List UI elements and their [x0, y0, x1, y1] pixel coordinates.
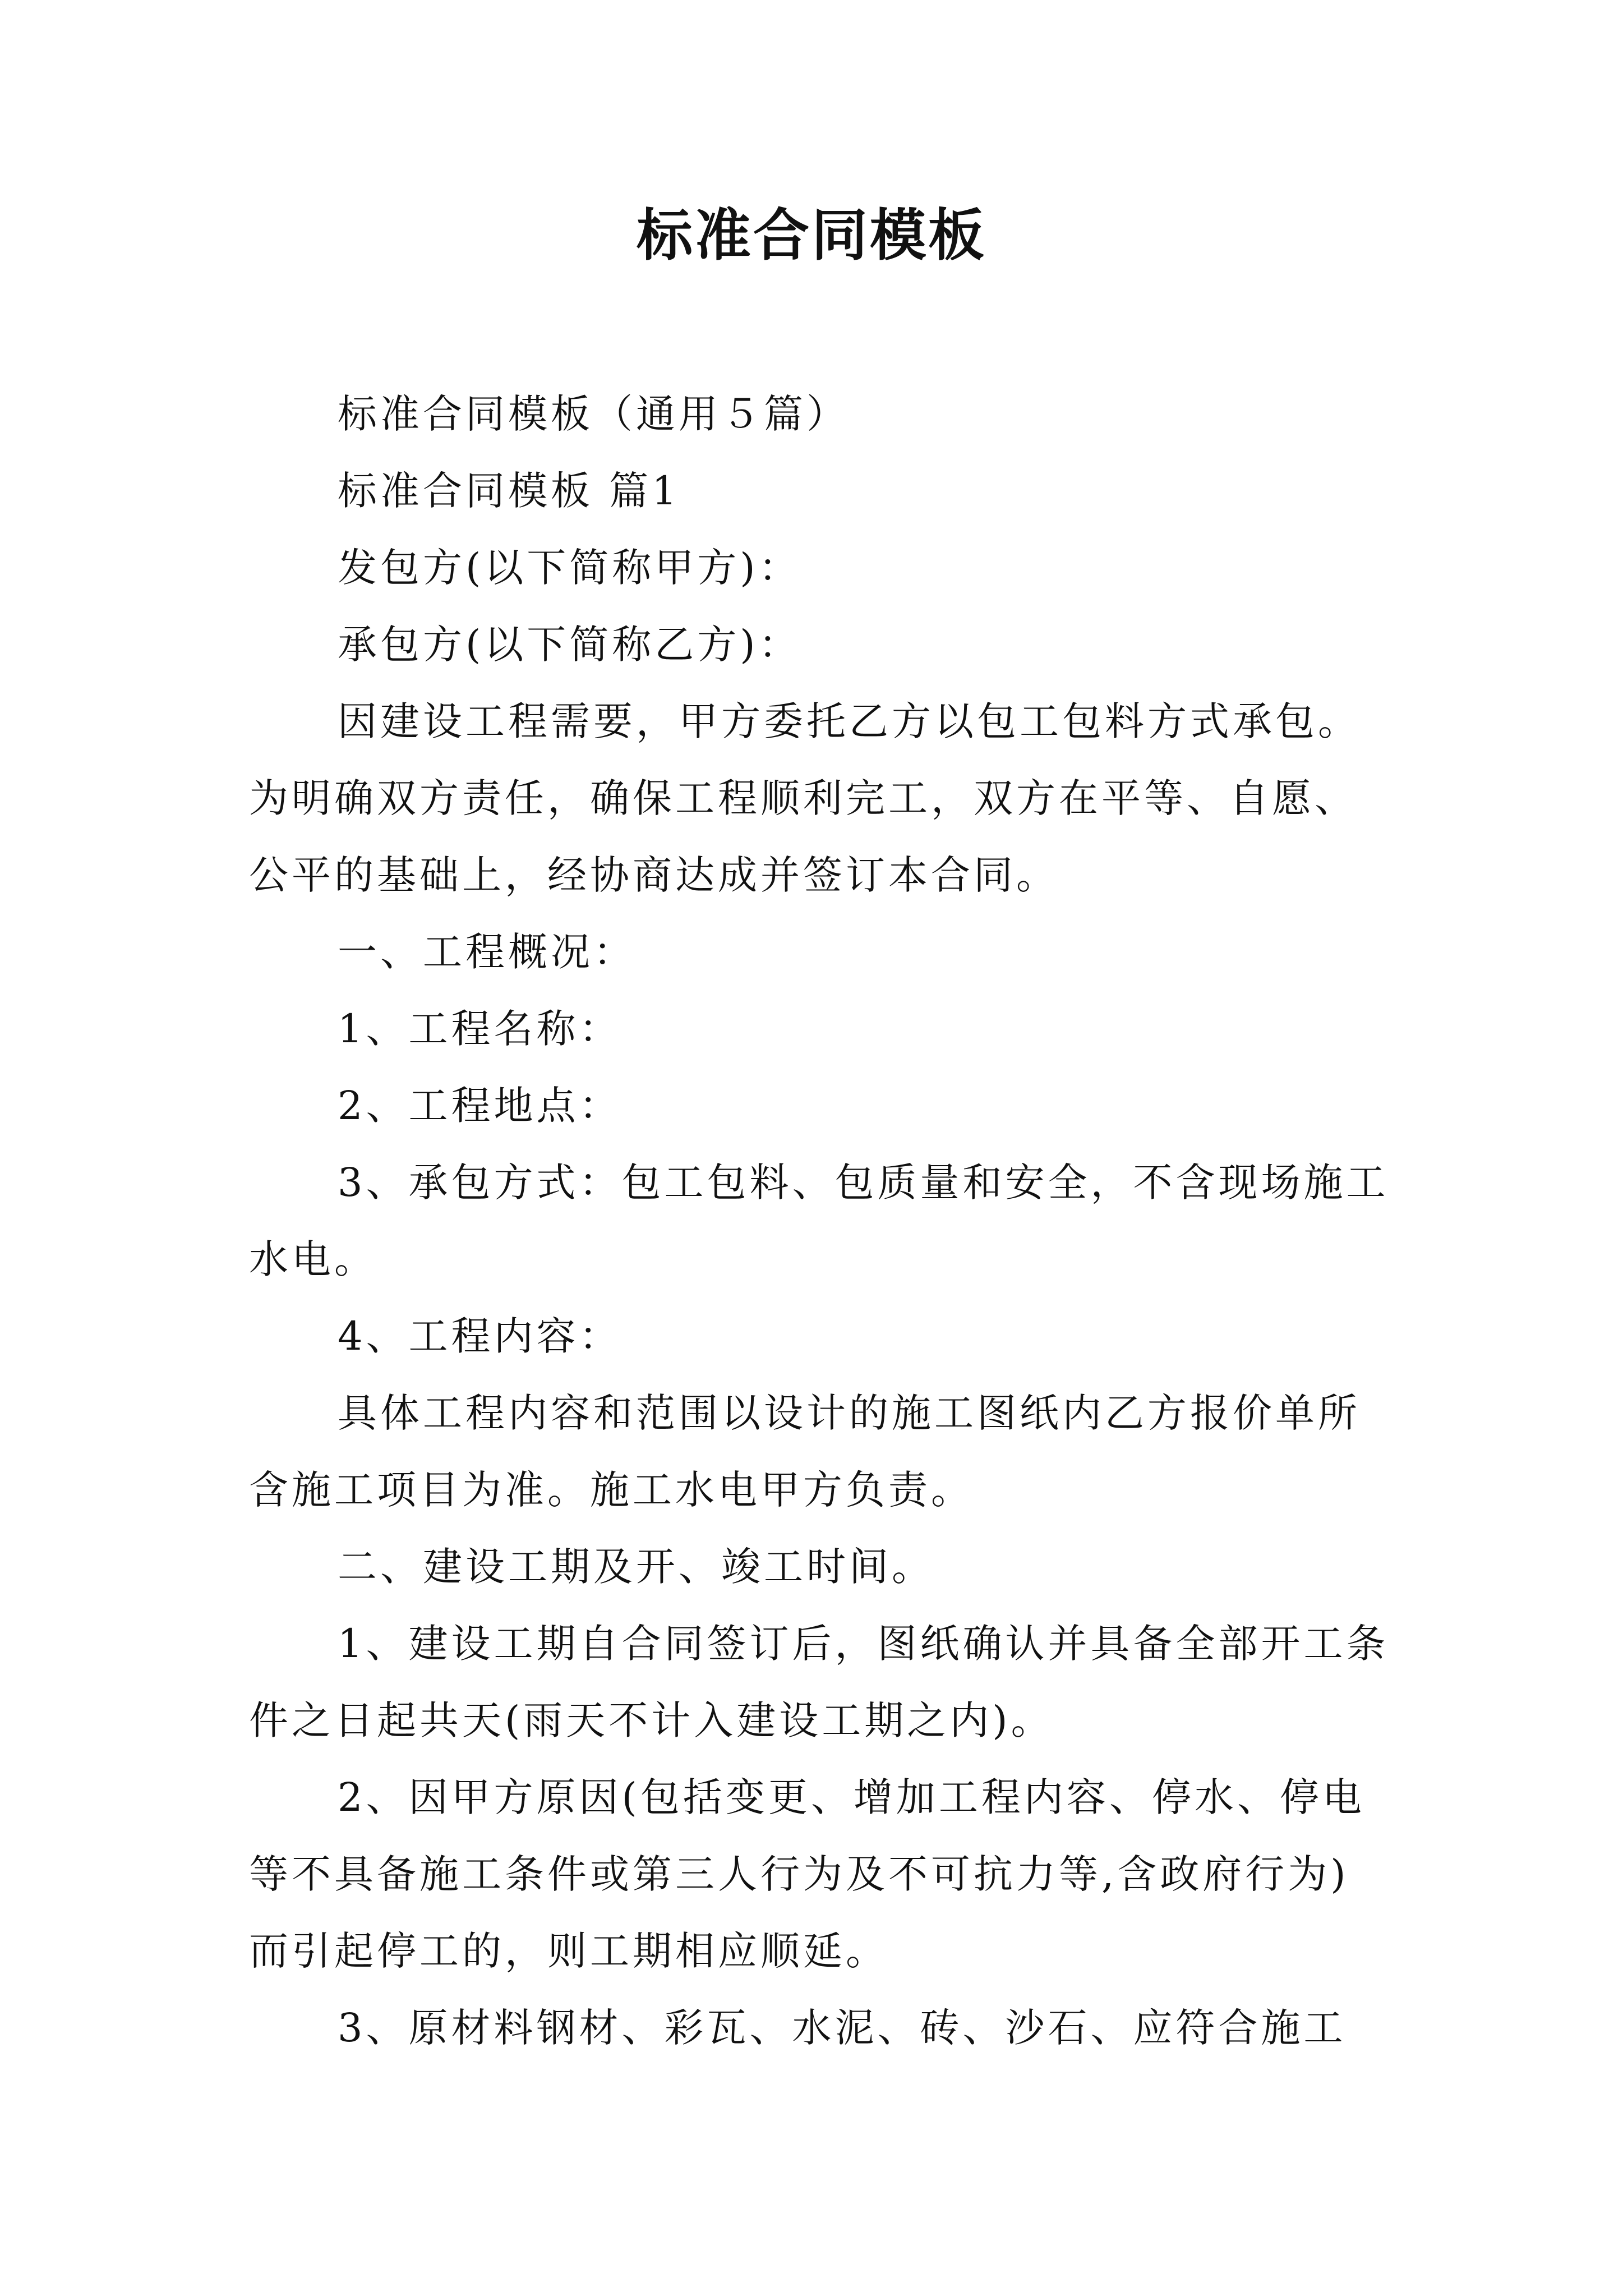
paragraph-heading-overview: 一、工程概况：: [338, 929, 636, 975]
paragraph-schedule-3: 3、原材料钢材、彩瓦、水泥、砖、沙石、应符合施工: [338, 2005, 1347, 2051]
document-title: 标准合同模板: [637, 203, 986, 268]
paragraph-party-a: 发包方(以下简称甲方)：: [338, 545, 801, 591]
paragraph-heading-schedule: 二、建设工期及开、竣工时间。: [338, 1544, 934, 1590]
paragraph-subtitle: 标准合同模板（通用５篇）: [338, 391, 849, 437]
paragraph-project-content: 4、工程内容：: [338, 1313, 622, 1359]
paragraph-project-location: 2、工程地点：: [338, 1083, 622, 1129]
paragraph-content-detail: 具体工程内容和范围以设计的施工图纸内乙方报价单所含施工项目为准。施工水电甲方负责。: [249, 1390, 1361, 1513]
paragraph-project-name: 1、工程名称：: [338, 1006, 622, 1052]
paragraph-schedule-2: 2、因甲方原因(包括变更、增加工程内容、停水、停电等不具备施工条件或第三人行为及不可抗力等,含政府行为)而引起停工的，则工期相应顺延。: [249, 1774, 1365, 1974]
paragraph-preamble: 因建设工程需要，甲方委托乙方以包工包料方式承包。为明确双方责任，确保工程顺利完工，双方在平等、自愿、公平的基础上，经协商达成并签订本合同。: [249, 698, 1361, 898]
document-body: [249, 376, 1390, 2067]
paragraph-schedule-1: 1、建设工期自合同签订后，图纸确认并具备全部开工条件之日起共天(雨天不计入建设工期之内)。: [249, 1621, 1389, 1743]
paragraph-section-heading: 标准合同模板 篇1: [338, 468, 680, 514]
paragraph-party-b: 承包方(以下简称乙方)：: [338, 622, 801, 668]
paragraph-contract-method: 3、承包方式：包工包料、包质量和安全，不含现场施工水电。: [249, 1159, 1389, 1282]
